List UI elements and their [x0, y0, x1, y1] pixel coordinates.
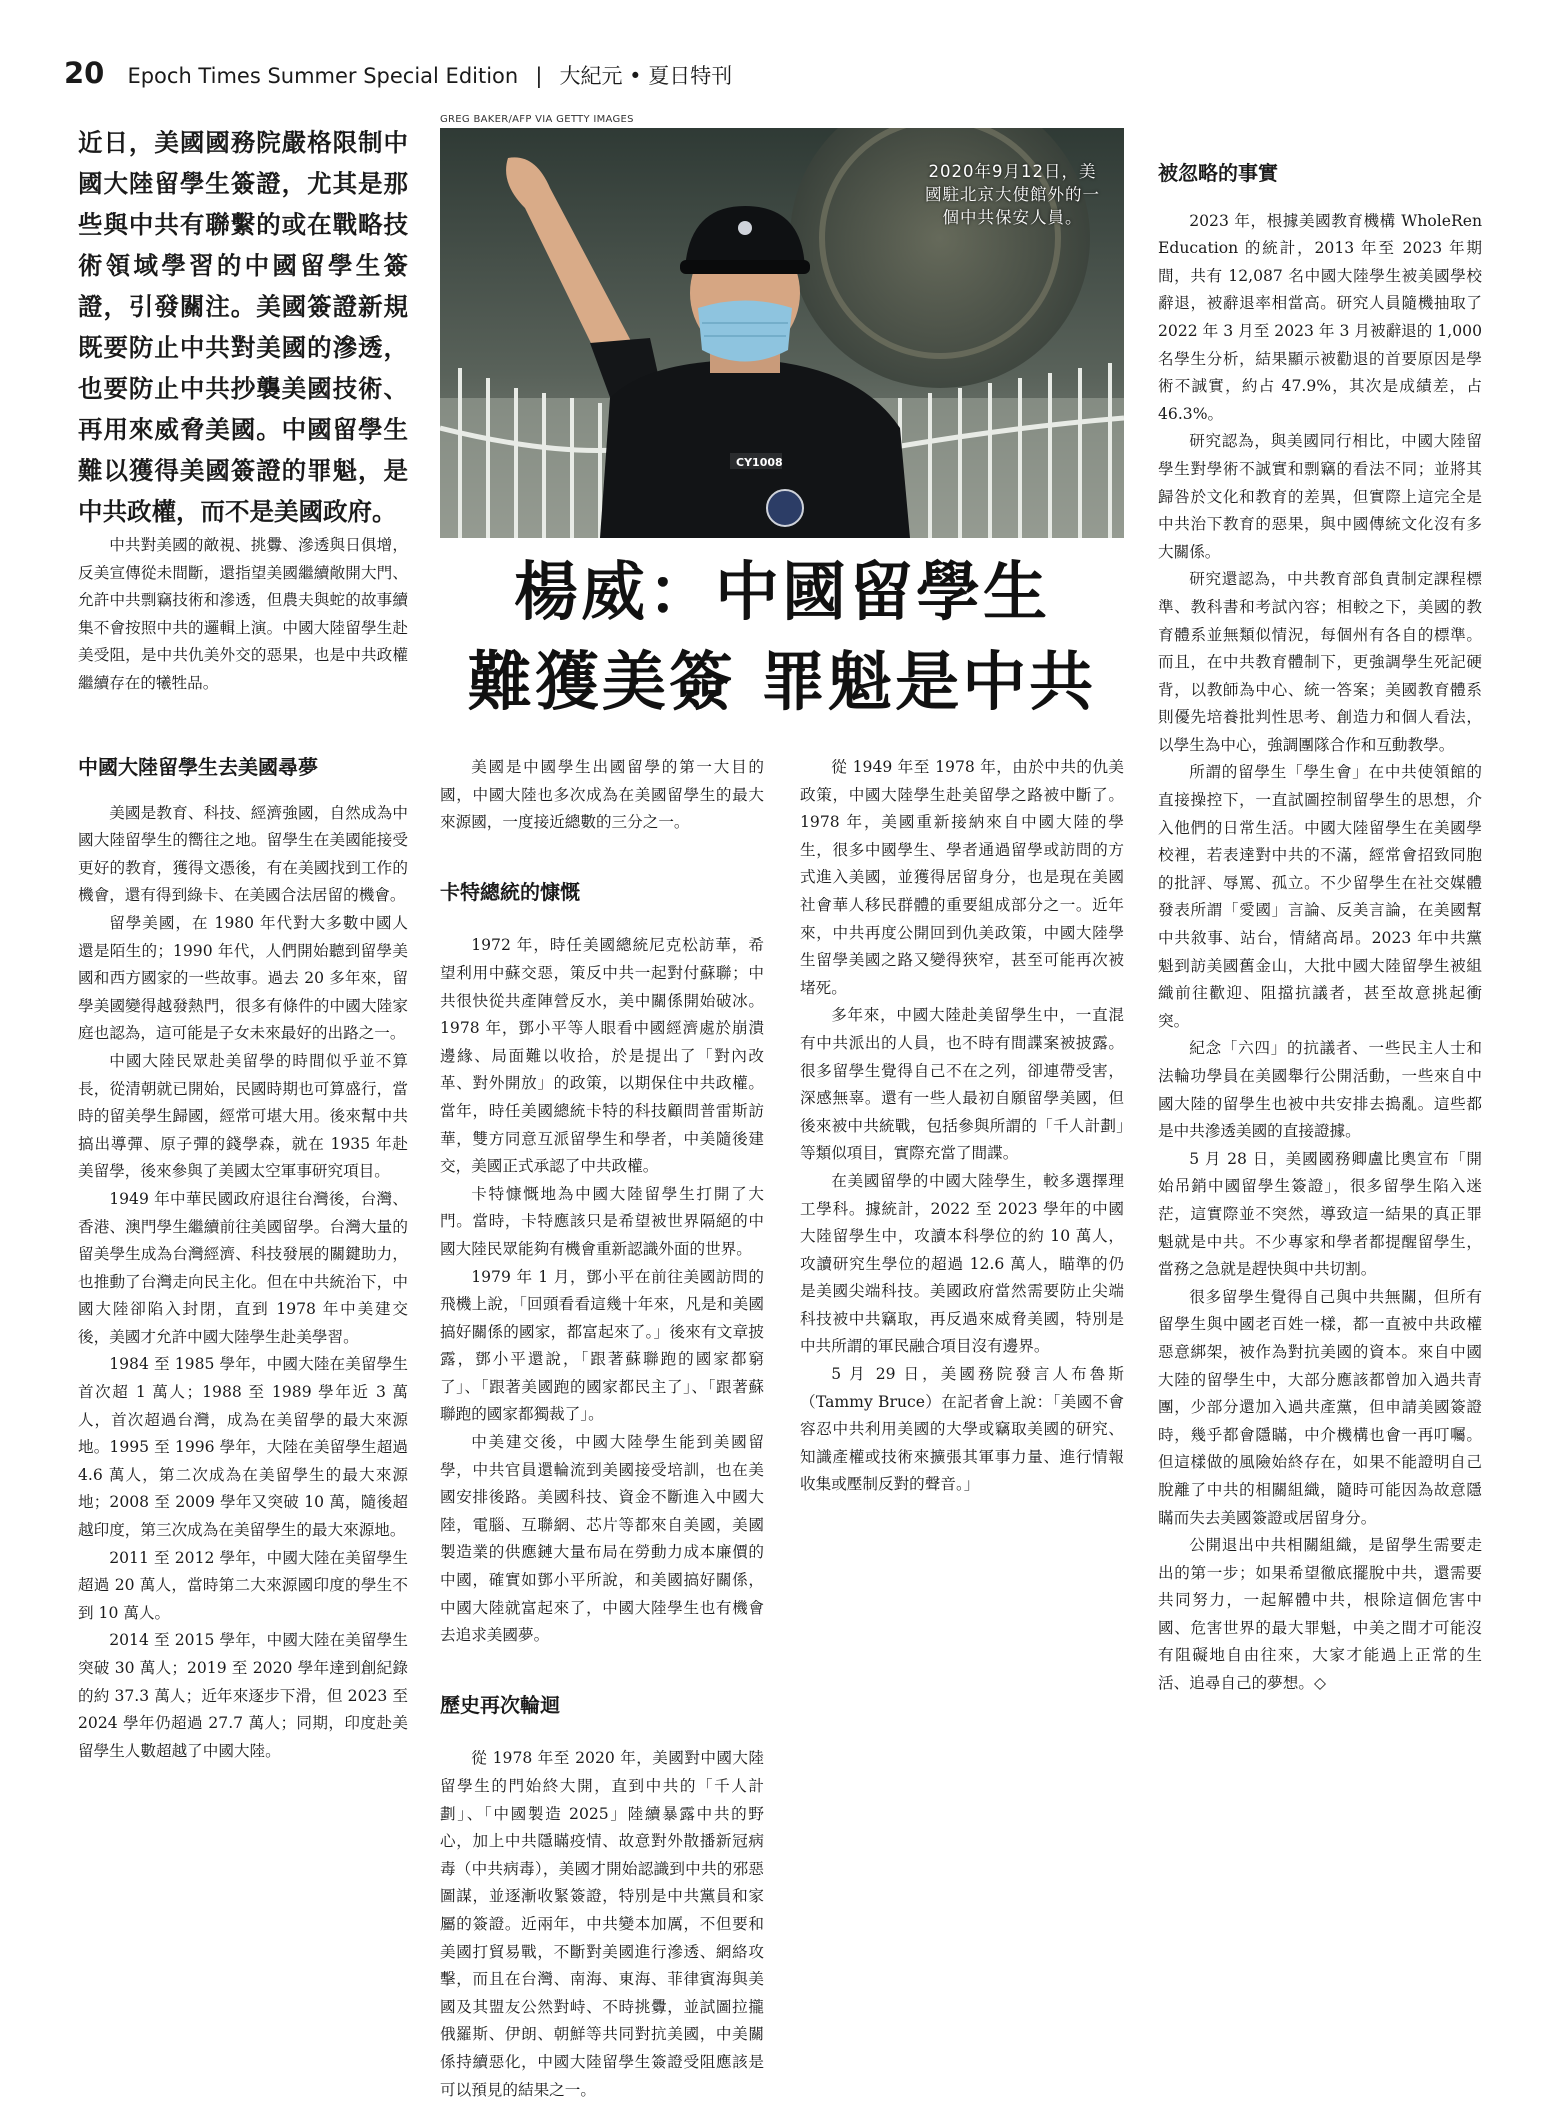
paragraph: 從 1949 年至 1978 年，由於中共的仇美政策，中國大陸學生赴美留學之路被中斷了。1978 年，美國重新接納來自中國大陸的學生，很多中國學生、學者通過留學或訪問的方式進入美國，並獲得居留身分，也是現在美國社會華人移民群體的重要組成部分之一。近年來，中共再度公開回到仇美政策，中國大陸學生留學美國之路又變得狹窄，甚至可能再次被堵死。 — [800, 758, 1124, 997]
header-separator: | — [535, 64, 543, 88]
page-header — [64, 56, 732, 90]
publication-name-cn: 大紀元 • 夏日特刊 — [559, 64, 733, 88]
paragraph: 美國是教育、科技、經濟強國，自然成為中國大陸留學生的嚮往之地。留學生在美國能接受更好的教育，獲得文憑後，有在美國找到工作的機會，還有得到綠卡、在美國合法居留的機會。 — [78, 803, 408, 905]
page-number: 20 — [64, 56, 105, 90]
paragraph: 1949 年中華民國政府退往台灣後，台灣、香港、澳門學生繼續前往美國留學。台灣大量的留美學生成為台灣經濟、科技發展的關鍵助力，也推動了台灣走向民主化。但在中共統治下，中國大陸卻陷入封閉，直到 1978 年中美建交後，美國才允許中國大陸學生赴美學習。 — [78, 1189, 408, 1346]
paragraph: 中國大陸民眾赴美留學的時間似乎並不算長，從清朝就已開始，民國時期也可算盛行，當時的留美學生歸國，經常可堪大用。後來幫中共搞出導彈、原子彈的錢學森，就在 1935 年赴美留學，後來參與了美國太空軍事研究項目。 — [78, 1051, 408, 1181]
paragraph: 所謂的留學生「學生會」在中共使領館的直接操控下，一直試圖控制留學生的思想，介入他們的日常生活。中國大陸留學生在美國學校裡，若表達對中共的不滿，經常會招致同胞的批評、辱罵、孤立。不少留學生在社交媒體發表所謂「愛國」言論、反美言論，在美國幫中共敘事、站台，情緒高昂。2023 年中共黨魁到訪美國舊金山，大批中國大陸留學生被組織前往歡迎、阻擋抗議者，甚至故意挑起衝突。 — [1158, 763, 1482, 1030]
badge-text: CY1008 — [736, 456, 783, 469]
paragraph: 1979 年 1 月，鄧小平在前往美國訪問的飛機上說，「回頭看看這幾十年來，凡是和美國搞好關係的國家，都富起來了。」後來有文章披露，鄧小平還說，「跟著蘇聯跑的國家都窮了」、「跟著美國跑的國家都民主了」、「跟著蘇聯跑的國家都獨裁了」。 — [440, 1267, 764, 1424]
publication-name: Epoch Times Summer Special Edition — [127, 64, 519, 88]
column-2 — [440, 754, 764, 2104]
column-4 — [1158, 160, 1482, 1698]
intro-block — [78, 532, 408, 698]
paragraph: 多年來，中國大陸赴美留學生中，一直混有中共派出的人員，也不時有間諜案被披露。很多留學生覺得自己不在之列，卻連帶受害，深感無辜。還有一些人最初自願留學美國，但後來被中共統戰，包括參與所謂的「千人計劃」等類似項目，實際充當了間諜。 — [800, 1006, 1124, 1163]
photo-caption: 2020年9月12日，美國駐北京大使館外的一個中共保安人員。 — [925, 162, 1100, 227]
section-heading-carter: 卡特總統的慷慨 — [440, 879, 580, 904]
paragraph: 卡特慷慨地為中國大陸留學生打開了大門。當時，卡特應該只是希望被世界隔絕的中國大陸民眾能夠有機會重新認識外面的世界。 — [440, 1184, 764, 1258]
paragraph: 中美建交後，中國大陸學生能到美國留學，中共官員還輪流到美國接受培訓，也在美國安排後路。美國科技、資金不斷進入中國大陸，電腦、互聯網、芯片等都來自美國，美國製造業的供應鏈大量布局在勞動力成本廉價的中國，確實如鄧小平所說，和美國搞好關係，中國大陸就富起來了，中國大陸學生也有機會去追求美國夢。 — [440, 1433, 764, 1645]
section-heading-ignored: 被忽略的事實 — [1158, 161, 1278, 185]
paragraph: 從 1978 年至 2020 年，美國對中國大陸留學生的門始終大開，直到中共的「千人計劃」、「中國製造 2025」陸續暴露中共的野心，加上中共隱瞞疫情、故意對外散播新冠病毒（中共病毒），美國才開始認識到中共的邪惡圖謀，並逐漸收緊簽證，特別是中共黨員和家屬的簽證。近兩年，中共變本加厲，不但要和美國打貿易戰，不斷對美國進行滲透、網絡攻擊，而且在台灣、南海、東海、菲律賓海與美國及其盟友公然對峙、不時挑釁，並試圖拉攏俄羅斯、伊朗、朝鮮等共同對抗美國，中美關係持續惡化，中國大陸留學生簽證受阻應該是可以預見的結果之一。 — [440, 1749, 764, 2099]
photo-credit: GREG BAKER/AFP VIA GETTY IMAGES — [440, 114, 634, 125]
paragraph: 在美國留學的中國大陸學生，較多選擇理工學科。據統計，2022 至 2023 學年的中國大陸留學生中，攻讀本科學位的約 10 萬人，攻讀研究生學位的超過 12.6 萬人，瞄準的仍是美國尖端科技。美國政府當然需要防止尖端科技被中共竊取，再反過來威脅美國，特別是中共所謂的軍民融合項目沒有邊界。 — [800, 1171, 1124, 1356]
column-3 — [800, 754, 1124, 1499]
paragraph: 留學美國，在 1980 年代對大多數中國人還是陌生的；1990 年代，人們開始聽到留學美國和西方國家的一些故事。過去 20 多年來，留學美國變得越發熱門，很多有條件的中國大陸家庭也認為，這可能是子女未來最好的出路之一。 — [78, 913, 408, 1043]
paragraph: 研究認為，與美國同行相比，中國大陸留學生對學術不誠實和剽竊的看法不同；並將其歸咎於文化和教育的差異，但實際上這完全是中共治下教育的惡果，與中國傳統文化沒有多大關係。 — [1158, 432, 1482, 561]
article-title — [440, 548, 1124, 728]
column-1 — [78, 754, 408, 1765]
section-heading-dream: 中國大陸留學生去美國尋夢 — [78, 755, 318, 779]
lead-paragraph: 近日，美國國務院嚴格限制中國大陸留學生簽證，尤其是那些與中共有聯繫的或在戰略技術領域學習的中國留學生簽證，引發關注。美國簽證新規既要防止中共對美國的滲透，也要防止中共抄襲美國技術、再用來威脅美國。中國留學生難以獲得美國簽證的罪魁，是中共政權，而不是美國政府。 — [78, 128, 408, 526]
paragraph: 5 月 29 日，美國務院發言人布魯斯（Tammy Bruce）在記者會上說：「美國不會容忍中共利用美國的大學或竊取美國的研究、知識產權或技術來擴張其軍事力量、進行情報收集或壓制反對的聲音。」 — [800, 1365, 1124, 1494]
paragraph: 2014 至 2015 學年，中國大陸在美留學生突破 30 萬人；2019 至 2020 學年達到創紀錄的約 37.3 萬人；近年來逐步下滑，但 2023 至 2024 學年仍超過 27.7 萬人；同期，印度赴美留學生人數超越了中國大陸。 — [78, 1631, 408, 1760]
title-line-2: 難獲美簽 罪魁是中共 — [467, 645, 1097, 720]
paragraph: 5 月 28 日，美國國務卿盧比奧宣布「開始吊銷中國留學生簽證」，很多留學生陷入迷茫，這實際並不突然，導致這一結果的真正罪魁就是中共。不少專家和學者都提醒留學生，當務之急就是趕快與中共切割。 — [1158, 1149, 1482, 1279]
paragraph: 2023 年，根據美國教育機構 WholeRen Education 的統計，2013 年至 2023 年期間，共有 12,087 名中國大陸學生被美國學校辭退，被辭退率相當高。研究人員隨機抽取了 2022 年 3 月至 2023 年 3 月被辭退的 1,000 名學生分析，結果顯示被勸退的首要原因是學術不誠實，約占 47.9%，其次是成績差，占 46.3%。 — [1158, 211, 1482, 423]
paragraph: 1972 年，時任美國總統尼克松訪華，希望利用中蘇交惡，策反中共一起對付蘇聯；中共很快從共產陣營反水，美中關係開始破冰。1978 年，鄧小平等人眼看中國經濟處於崩潰邊緣、局面難以收拾，於是提出了「對內改革、對外開放」的政策，以期保住中共政權。當年，時任美國總統卡特的科技顧問普雷斯訪華，雙方同意互派留學生和學者，中美隨後建交，美國正式承認了中共政權。 — [440, 936, 764, 1176]
paragraph: 1984 至 1985 學年，中國大陸在美留學生首次超 1 萬人；1988 至 1989 學年近 3 萬人，首次超過台灣，成為在美留學的最大來源地。1995 至 1996 學年，大陸在美留學生超過 4.6 萬人，第二次成為在美留學生的最大來源地；2008 至 2009 學年又突破 10 萬，隨後超越印度，第三次成為在美留學生的最大來源地。 — [78, 1355, 408, 1540]
paragraph: 研究還認為，中共教育部負責制定課程標準、教科書和考試內容；相較之下，美國的教育體系並無類似情況，每個州有各自的標準。而且，在中共教育體制下，更強調學生死記硬背，以教師為中心、統一答案；美國教育體系則優先培養批判性思考、創造力和個人看法，以學生為中心，強調團隊合作和互動教學。 — [1158, 570, 1482, 754]
paragraph: 紀念「六四」的抗議者、一些民主人士和法輪功學員在美國舉行公開活動，一些來自中國大陸的留學生也被中共安排去搗亂。這些都是中共滲透美國的直接證據。 — [1158, 1039, 1482, 1141]
paragraph: 公開退出中共相關組織，是留學生需要走出的第一步；如果希望徹底擺脫中共，還需要共同努力，一起解體中共，根除這個危害中國、危害世界的最大罪魁，中美之間才可能沒有阻礙地自由往來，大家才能過上正常的生活、追尋自己的夢想。◇ — [1158, 1536, 1482, 1693]
title-line-1: 楊威：中國留學生 — [514, 555, 1050, 630]
intro-paragraph: 中共對美國的敵視、挑釁、滲透與日俱增，反美宣傳從未間斷，還指望美國繼續敞開大門、允許中共剽竊技術和滲透，但農夫與蛇的故事續集不會按照中共的邏輯上演。中國大陸留學生赴美受阻，是中共仇美外交的惡果，也是中共政權繼續存在的犧牲品。 — [78, 536, 408, 692]
paragraph: 很多留學生覺得自己與中共無關，但所有留學生與中國老百姓一樣，都一直被中共政權惡意綁架，被作為對抗美國的資本。來自中國大陸的留學生中，大部分應該都曾加入過共青團，少部分還加入過共產黨，但申請美國簽證時，幾乎都會隱瞞，中介機構也會一再叮囑。但這樣做的風險始終存在，如果不能證明自己脫離了中共的相關組織，隨時可能因為故意隱瞞而失去美國簽證或居留身分。 — [1158, 1287, 1482, 1527]
section-heading-history: 歷史再次輪迴 — [440, 1692, 560, 1717]
paragraph: 美國是中國學生出國留學的第一大目的國，中國大陸也多次成為在美國留學生的最大來源國，一度接近總數的三分之一。 — [440, 758, 764, 832]
paragraph: 2011 至 2012 學年，中國大陸在美留學生超過 20 萬人，當時第二大來源國印度的學生不到 10 萬人。 — [78, 1548, 408, 1622]
